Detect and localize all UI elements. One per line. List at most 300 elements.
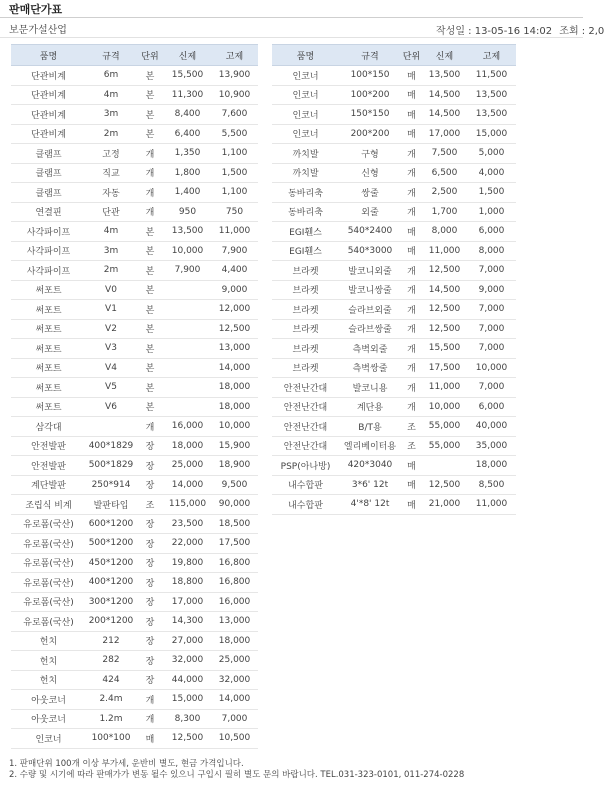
table-row — [11, 612, 258, 632]
cell-unit: 장 — [136, 475, 164, 495]
cell-unit: 매 — [401, 475, 422, 495]
cell-used-price: 18,900 — [211, 456, 258, 476]
note-line: 2. 수량 및 시기에 따라 판매가가 변동 될수 있으니 구입시 필히 별도 문의 바랍니다. TEL.031-323-0101, 011-274-0228 — [9, 770, 465, 780]
header-unit: 단위 — [401, 45, 422, 66]
table-row — [11, 66, 258, 86]
cell-used-price: 7,000 — [467, 300, 516, 320]
table-row — [11, 378, 258, 398]
cell-spec: V3 — [86, 339, 136, 359]
cell-unit: 본 — [136, 85, 164, 105]
table-row — [272, 280, 516, 300]
cell-unit: 개 — [401, 280, 422, 300]
cell-spec: V1 — [86, 300, 136, 320]
cell-new-price — [164, 319, 211, 339]
table-row — [11, 417, 258, 437]
cell-new-price: 11,000 — [422, 378, 467, 398]
table-row — [272, 495, 516, 515]
cell-name: 단관비계 — [11, 124, 86, 144]
cell-unit: 본 — [136, 241, 164, 261]
cell-spec: 측벽외줄 — [339, 339, 401, 359]
cell-used-price: 7,900 — [211, 241, 258, 261]
header-used-price: 고제 — [211, 45, 258, 66]
cell-name: EGI휀스 — [272, 222, 339, 242]
table-row — [11, 709, 258, 729]
cell-used-price: 13,900 — [211, 66, 258, 86]
cell-new-price — [422, 456, 467, 476]
cell-new-price: 11,000 — [422, 241, 467, 261]
cell-unit: 개 — [401, 144, 422, 164]
cell-unit: 본 — [136, 319, 164, 339]
cell-unit: 본 — [136, 378, 164, 398]
cell-unit: 개 — [401, 202, 422, 222]
cell-spec: V6 — [86, 397, 136, 417]
cell-new-price: 12,500 — [422, 261, 467, 281]
cell-new-price: 14,500 — [422, 105, 467, 125]
table-row — [272, 261, 516, 281]
cell-unit: 장 — [136, 612, 164, 632]
cell-used-price: 15,900 — [211, 436, 258, 456]
cell-new-price: 950 — [164, 202, 211, 222]
cell-name: 브라켓 — [272, 300, 339, 320]
cell-unit: 매 — [401, 456, 422, 476]
table-row — [11, 495, 258, 515]
cell-new-price: 17,000 — [164, 592, 211, 612]
cell-name: 브라켓 — [272, 339, 339, 359]
cell-used-price: 7,000 — [467, 261, 516, 281]
cell-name: 내수합판 — [272, 495, 339, 515]
table-row — [11, 144, 258, 164]
cell-new-price — [164, 397, 211, 417]
table-row — [272, 456, 516, 476]
cell-name: 사각파이프 — [11, 261, 86, 281]
table-row — [272, 144, 516, 164]
table-row — [11, 319, 258, 339]
cell-unit: 장 — [136, 456, 164, 476]
cell-unit: 장 — [136, 514, 164, 534]
cell-new-price: 14,300 — [164, 612, 211, 632]
table-row — [11, 436, 258, 456]
cell-spec: 외줄 — [339, 202, 401, 222]
cell-name: 연결핀 — [11, 202, 86, 222]
header-name: 품명 — [272, 45, 339, 66]
header-new-price: 신제 — [164, 45, 211, 66]
cell-used-price: 1,000 — [467, 202, 516, 222]
cell-unit: 매 — [401, 66, 422, 86]
cell-spec: 420*3040 — [339, 456, 401, 476]
header-unit: 단위 — [136, 45, 164, 66]
cell-name: 계단발판 — [11, 475, 86, 495]
cell-new-price: 19,800 — [164, 553, 211, 573]
cell-unit: 본 — [136, 339, 164, 359]
table-row — [272, 183, 516, 203]
cell-unit: 매 — [401, 222, 422, 242]
cell-unit: 개 — [401, 183, 422, 203]
cell-name: 동바리축 — [272, 183, 339, 203]
cell-new-price: 18,800 — [164, 573, 211, 593]
cell-spec: 100*100 — [86, 729, 136, 749]
cell-name: 안전난간대 — [272, 397, 339, 417]
cell-used-price: 40,000 — [467, 417, 516, 437]
cell-new-price: 13,500 — [164, 222, 211, 242]
cell-unit: 본 — [136, 124, 164, 144]
cell-spec: 200*200 — [339, 124, 401, 144]
cell-unit: 본 — [136, 358, 164, 378]
table-row — [11, 456, 258, 476]
post-date: 작성일 : 13-05-16 14:02 — [436, 26, 553, 37]
cell-unit: 개 — [401, 378, 422, 398]
table-row — [272, 241, 516, 261]
cell-used-price: 12,000 — [211, 300, 258, 320]
cell-new-price: 7,500 — [422, 144, 467, 164]
table-row — [11, 261, 258, 281]
cell-unit: 개 — [401, 358, 422, 378]
cell-name: 헌치 — [11, 631, 86, 651]
cell-unit: 본 — [136, 66, 164, 86]
cell-new-price — [164, 280, 211, 300]
cell-spec: 100*200 — [339, 85, 401, 105]
cell-used-price: 14,000 — [211, 358, 258, 378]
cell-used-price: 4,400 — [211, 261, 258, 281]
table-row — [272, 105, 516, 125]
cell-new-price: 14,000 — [164, 475, 211, 495]
cell-unit: 매 — [401, 85, 422, 105]
cell-used-price: 7,000 — [467, 339, 516, 359]
cell-used-price: 11,000 — [467, 495, 516, 515]
cell-spec: 540*3000 — [339, 241, 401, 261]
cell-used-price: 9,000 — [211, 280, 258, 300]
header-new-price: 신제 — [422, 45, 467, 66]
cell-spec: 자동 — [86, 183, 136, 203]
cell-new-price: 11,300 — [164, 85, 211, 105]
cell-unit: 개 — [401, 261, 422, 281]
cell-unit: 장 — [136, 670, 164, 690]
table-row — [11, 300, 258, 320]
cell-unit: 개 — [136, 690, 164, 710]
post-info — [436, 22, 608, 37]
cell-used-price: 18,000 — [211, 631, 258, 651]
header-name: 품명 — [11, 45, 86, 66]
cell-used-price: 12,500 — [211, 319, 258, 339]
cell-name: 안전발판 — [11, 436, 86, 456]
cell-new-price: 15,500 — [164, 66, 211, 86]
cell-used-price: 16,000 — [211, 592, 258, 612]
cell-unit: 개 — [401, 163, 422, 183]
cell-new-price: 8,300 — [164, 709, 211, 729]
cell-used-price: 7,000 — [467, 319, 516, 339]
table-body-right — [272, 66, 516, 515]
table-row — [272, 85, 516, 105]
cell-name: 인코너 — [272, 105, 339, 125]
cell-spec: 300*1200 — [86, 592, 136, 612]
cell-used-price: 10,500 — [211, 729, 258, 749]
cell-used-price: 7,000 — [211, 709, 258, 729]
cell-spec: 450*1200 — [86, 553, 136, 573]
cell-used-price: 1,100 — [211, 183, 258, 203]
cell-spec: 고정 — [86, 144, 136, 164]
cell-spec: 발판타입 — [86, 495, 136, 515]
cell-unit: 장 — [136, 573, 164, 593]
cell-name: 단관비계 — [11, 66, 86, 86]
price-table-right — [272, 44, 516, 515]
table-row — [11, 183, 258, 203]
cell-spec: 3*6' 12t — [339, 475, 401, 495]
cell-unit: 개 — [401, 300, 422, 320]
cell-new-price: 8,400 — [164, 105, 211, 125]
cell-spec: 500*1200 — [86, 534, 136, 554]
cell-spec: V4 — [86, 358, 136, 378]
table-body-left — [11, 66, 258, 749]
cell-name: 유로폼(국산) — [11, 514, 86, 534]
cell-name: 써포트 — [11, 397, 86, 417]
cell-spec: 슬라브외줄 — [339, 300, 401, 320]
cell-spec: 3m — [86, 241, 136, 261]
cell-unit: 본 — [136, 105, 164, 125]
cell-unit: 개 — [401, 319, 422, 339]
cell-name: 브라켓 — [272, 358, 339, 378]
cell-spec: 150*150 — [339, 105, 401, 125]
cell-spec: 100*150 — [339, 66, 401, 86]
cell-spec: V0 — [86, 280, 136, 300]
price-table-left — [11, 44, 258, 749]
table-header-row — [272, 45, 516, 66]
table-row — [272, 202, 516, 222]
cell-name: 인코너 — [272, 85, 339, 105]
cell-name: 단관비계 — [11, 105, 86, 125]
cell-unit: 장 — [136, 534, 164, 554]
cell-unit: 본 — [136, 300, 164, 320]
cell-new-price: 1,350 — [164, 144, 211, 164]
cell-used-price: 9,000 — [467, 280, 516, 300]
cell-name: EGI휀스 — [272, 241, 339, 261]
cell-spec: 3m — [86, 105, 136, 125]
cell-unit: 매 — [136, 729, 164, 749]
cell-unit: 장 — [136, 553, 164, 573]
table-row — [11, 670, 258, 690]
cell-used-price: 25,000 — [211, 651, 258, 671]
cell-used-price: 5,500 — [211, 124, 258, 144]
cell-new-price: 18,000 — [164, 436, 211, 456]
cell-used-price: 6,000 — [467, 222, 516, 242]
cell-used-price: 4,000 — [467, 163, 516, 183]
cell-new-price: 15,500 — [422, 339, 467, 359]
cell-spec: 4m — [86, 85, 136, 105]
cell-unit: 개 — [401, 339, 422, 359]
cell-new-price: 1,800 — [164, 163, 211, 183]
cell-spec: 500*1829 — [86, 456, 136, 476]
meta-divider — [0, 37, 583, 38]
cell-spec: 직교 — [86, 163, 136, 183]
table-row — [11, 241, 258, 261]
cell-new-price: 21,000 — [422, 495, 467, 515]
table-row — [11, 163, 258, 183]
cell-spec: 400*1200 — [86, 573, 136, 593]
cell-spec: 4m — [86, 222, 136, 242]
table-row — [11, 475, 258, 495]
cell-spec: 424 — [86, 670, 136, 690]
cell-used-price: 11,000 — [211, 222, 258, 242]
table-row — [11, 534, 258, 554]
table-row — [11, 222, 258, 242]
cell-unit: 장 — [136, 631, 164, 651]
post-meta-row — [0, 18, 605, 37]
cell-name: 인코너 — [11, 729, 86, 749]
cell-name: 브라켓 — [272, 319, 339, 339]
cell-name: PSP(아나방) — [272, 456, 339, 476]
cell-name: 써포트 — [11, 280, 86, 300]
table-row — [272, 436, 516, 456]
cell-new-price: 55,000 — [422, 417, 467, 437]
cell-used-price: 5,000 — [467, 144, 516, 164]
cell-spec: 2m — [86, 261, 136, 281]
table-row — [11, 85, 258, 105]
cell-unit: 본 — [136, 222, 164, 242]
cell-used-price: 18,000 — [467, 456, 516, 476]
cell-spec: 6m — [86, 66, 136, 86]
cell-used-price: 13,000 — [211, 339, 258, 359]
cell-new-price: 12,500 — [164, 729, 211, 749]
table-row — [11, 651, 258, 671]
cell-used-price: 10,000 — [211, 417, 258, 437]
cell-used-price: 7,600 — [211, 105, 258, 125]
cell-used-price: 1,500 — [467, 183, 516, 203]
cell-used-price: 11,500 — [467, 66, 516, 86]
cell-name: 인코너 — [272, 66, 339, 86]
table-row — [11, 124, 258, 144]
cell-used-price: 18,000 — [211, 397, 258, 417]
cell-new-price: 8,000 — [422, 222, 467, 242]
cell-new-price: 10,000 — [164, 241, 211, 261]
cell-name: 써포트 — [11, 319, 86, 339]
table-row — [272, 358, 516, 378]
cell-used-price: 13,000 — [211, 612, 258, 632]
cell-unit: 조 — [401, 436, 422, 456]
cell-spec: 발코니쌍줄 — [339, 280, 401, 300]
cell-used-price: 7,000 — [467, 378, 516, 398]
cell-name: 브라켓 — [272, 280, 339, 300]
table-row — [272, 339, 516, 359]
cell-spec: 540*2400 — [339, 222, 401, 242]
cell-new-price: 1,400 — [164, 183, 211, 203]
cell-name: 아웃코너 — [11, 709, 86, 729]
cell-name: 안전발판 — [11, 456, 86, 476]
table-row — [11, 573, 258, 593]
cell-used-price: 1,500 — [211, 163, 258, 183]
cell-used-price: 16,800 — [211, 573, 258, 593]
cell-spec: 엘리베이터용 — [339, 436, 401, 456]
cell-unit: 개 — [136, 709, 164, 729]
cell-name: 내수합판 — [272, 475, 339, 495]
cell-new-price: 12,500 — [422, 319, 467, 339]
cell-spec: 4'*8' 12t — [339, 495, 401, 515]
cell-spec: 쌍줄 — [339, 183, 401, 203]
cell-name: 클램프 — [11, 163, 86, 183]
table-row — [272, 397, 516, 417]
notes — [9, 759, 464, 781]
cell-spec: 600*1200 — [86, 514, 136, 534]
table-row — [11, 690, 258, 710]
cell-new-price: 17,500 — [422, 358, 467, 378]
cell-unit: 개 — [136, 183, 164, 203]
cell-unit: 매 — [401, 495, 422, 515]
table-row — [272, 417, 516, 437]
cell-name: 안전난간대 — [272, 417, 339, 437]
table-row — [11, 592, 258, 612]
table-row — [272, 163, 516, 183]
cell-spec: 발코니용 — [339, 378, 401, 398]
cell-name: 까치발 — [272, 144, 339, 164]
cell-used-price: 32,000 — [211, 670, 258, 690]
cell-new-price: 22,000 — [164, 534, 211, 554]
cell-name: 유로폼(국산) — [11, 553, 86, 573]
cell-unit: 본 — [136, 261, 164, 281]
cell-new-price: 12,500 — [422, 300, 467, 320]
cell-name: 유로폼(국산) — [11, 592, 86, 612]
cell-new-price: 55,000 — [422, 436, 467, 456]
cell-spec: 282 — [86, 651, 136, 671]
cell-used-price: 750 — [211, 202, 258, 222]
cell-new-price: 7,900 — [164, 261, 211, 281]
cell-new-price: 14,500 — [422, 280, 467, 300]
cell-name: 동바리축 — [272, 202, 339, 222]
cell-unit: 개 — [401, 397, 422, 417]
table-row — [272, 319, 516, 339]
cell-spec: 1.2m — [86, 709, 136, 729]
cell-new-price: 13,500 — [422, 66, 467, 86]
header-used-price: 고제 — [467, 45, 516, 66]
post-title: 보문가설산업 — [9, 25, 67, 36]
cell-new-price: 27,000 — [164, 631, 211, 651]
cell-used-price: 18,500 — [211, 514, 258, 534]
cell-new-price: 15,000 — [164, 690, 211, 710]
cell-used-price: 13,500 — [467, 85, 516, 105]
cell-used-price: 8,500 — [467, 475, 516, 495]
cell-unit: 조 — [401, 417, 422, 437]
table-row — [11, 202, 258, 222]
cell-unit: 개 — [136, 417, 164, 437]
cell-spec: 2m — [86, 124, 136, 144]
cell-name: 인코너 — [272, 124, 339, 144]
cell-name: 안전난간대 — [272, 378, 339, 398]
board-title: 판매단가표 — [9, 3, 63, 16]
cell-name: 삼각대 — [11, 417, 86, 437]
cell-spec: 계단용 — [339, 397, 401, 417]
cell-new-price: 10,000 — [422, 397, 467, 417]
cell-name: 써포트 — [11, 358, 86, 378]
cell-new-price: 16,000 — [164, 417, 211, 437]
cell-name: 헌치 — [11, 670, 86, 690]
cell-name: 써포트 — [11, 339, 86, 359]
table-row — [11, 358, 258, 378]
cell-new-price: 6,500 — [422, 163, 467, 183]
cell-unit: 개 — [136, 144, 164, 164]
note-line: 1. 판매단위 100개 이상 부가세, 운반비 별도, 현금 가격입니다. — [9, 759, 244, 769]
cell-name: 안전난간대 — [272, 436, 339, 456]
cell-name: 사각파이프 — [11, 222, 86, 242]
cell-new-price: 1,700 — [422, 202, 467, 222]
cell-spec: V2 — [86, 319, 136, 339]
cell-used-price: 90,000 — [211, 495, 258, 515]
cell-used-price: 9,500 — [211, 475, 258, 495]
header-spec: 규격 — [86, 45, 136, 66]
cell-spec: 2.4m — [86, 690, 136, 710]
cell-spec: 발코니외줄 — [339, 261, 401, 281]
table-row — [11, 105, 258, 125]
cell-new-price — [164, 358, 211, 378]
cell-new-price: 12,500 — [422, 475, 467, 495]
cell-unit: 본 — [136, 280, 164, 300]
cell-spec: V5 — [86, 378, 136, 398]
cell-spec: 400*1829 — [86, 436, 136, 456]
